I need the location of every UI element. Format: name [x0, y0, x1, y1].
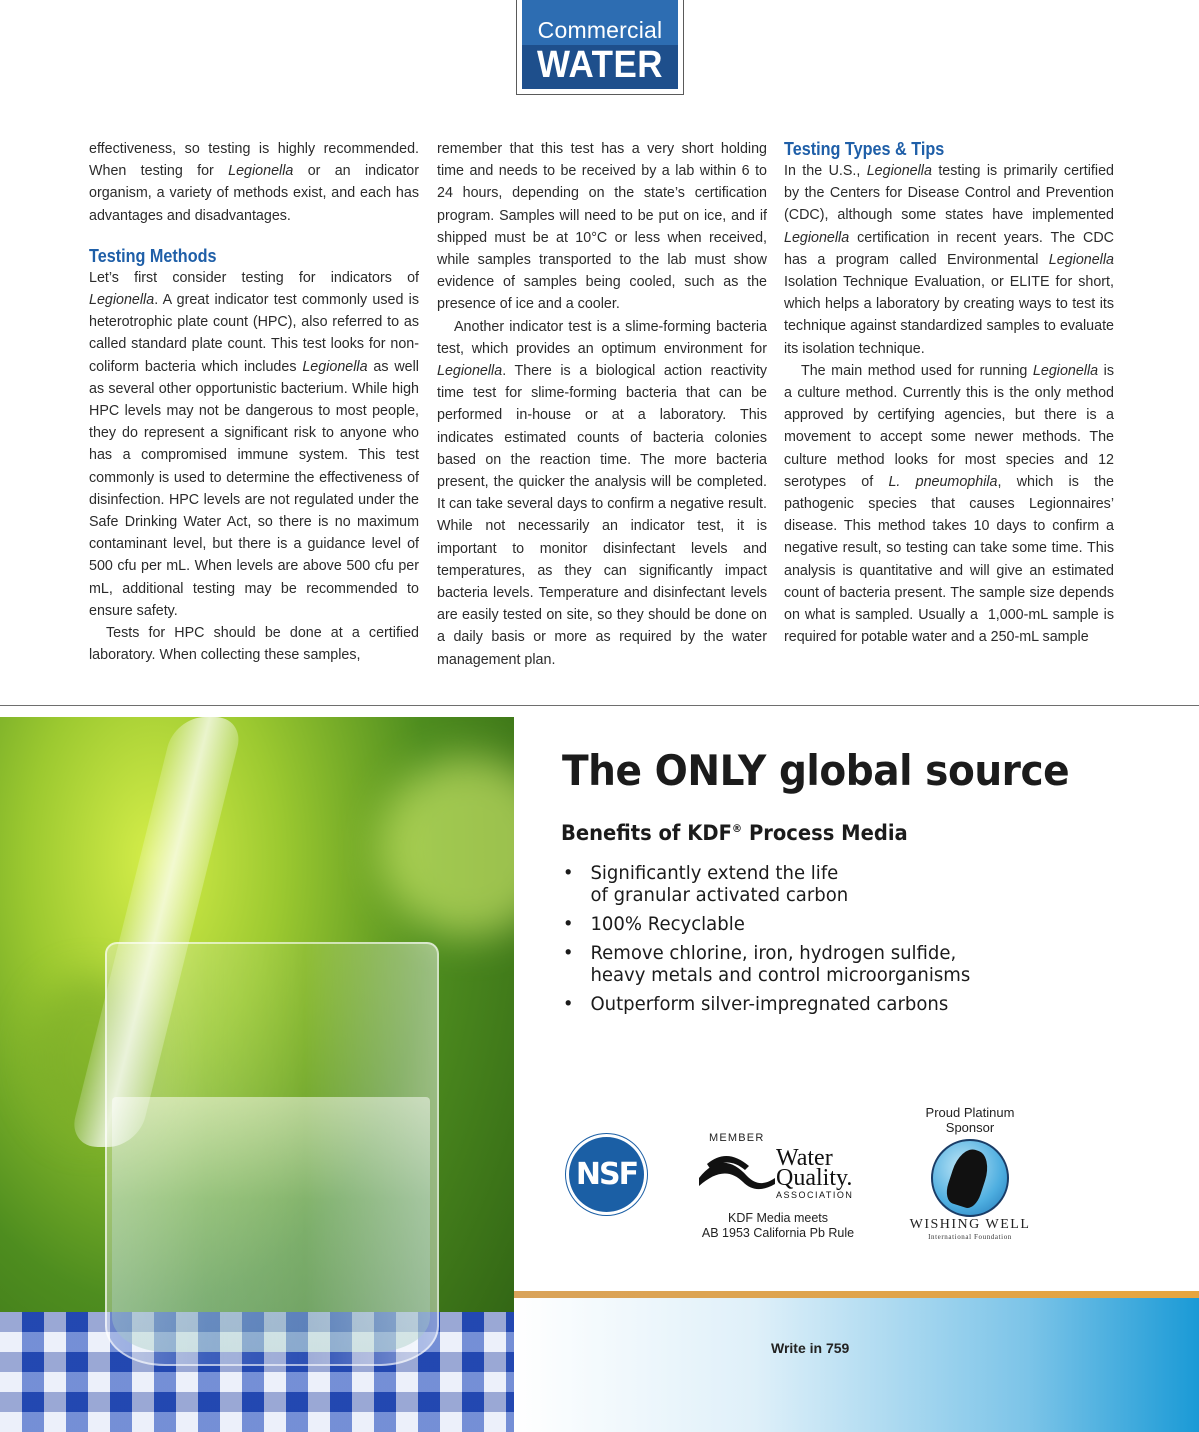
benefits-list: [561, 862, 992, 1022]
col1-paragraph-3: Tests for HPC should be done at a certified laboratory. When collecting these samples,: [89, 625, 419, 664]
col1-paragraph-1: effectiveness, so testing is highly recommended. When testing for Legionella or an indicator organism, a variety of methods exist, and each has advantages and disadvantages.: [89, 141, 419, 224]
article-column-3: [784, 138, 1114, 648]
col2-paragraph-2: Another indicator test is a slime-forming bacteria test, which provides an optimum environment for Legionella. There is a biological action reactivity time test for slime-forming bacteria that can be performed in-house or at a laboratory. This indicates estimated counts of bacteria colonies based on the reaction time. The more bacteria present, the quicker the analysis will be completed. It can take several days to confirm a negative result. While not necessarily an indicator test, it is important to monitor disinfectant levels and temperatures, as they can significantly impact bacteria levels. Temperature and disinfectant levels are easily tested on site, so they should be done on a daily basis or more as required by the water management plan.: [437, 318, 767, 668]
footer-blue-band: [514, 1298, 1199, 1432]
heading-testing-types-tips: Testing Types & Tips: [784, 139, 945, 159]
benefit-item: • Outperform silver-impregnated carbons: [562, 993, 949, 1015]
col3-paragraph-2: The main method used for running Legionella is a culture method. Currently this is the only method approved by certifying agencies, but there is a movement to accept some newer methods. The culture method looks for most species and 12 serotypes of L. pneumophila, which is the pathogenic species that causes Legionnaires’ disease. This method takes 10 days to confirm a negative result, so testing can take some time. This analysis is quantitative and will give an estimated count of bacteria present. The sample size depends on what is sampled. Usually a 1,000-mL sample is required for potable water and a 250-mL sample: [784, 362, 1114, 646]
masthead-commercial: Commercial: [537, 17, 663, 43]
wqa-wordmark: Water Quality. ASSOCIATION: [776, 1145, 854, 1200]
water-glass-photo: [0, 717, 514, 1432]
ad-headline: The ONLY global source: [562, 746, 1070, 795]
masthead-water: WATER: [537, 44, 663, 86]
benefit-item: • Remove chlorine, iron, hydrogen sulfide, heavy metals and control microorganisms: [562, 942, 971, 986]
ad-subhead: Benefits of KDF® Process Media: [561, 821, 908, 845]
wishing-well-subtitle: International Foundation: [928, 1233, 1012, 1241]
sponsor-label: Proud Platinum Sponsor: [925, 1105, 1015, 1135]
wqa-wave-icon: [697, 1148, 777, 1198]
wqa-caption: KDF Media meets AB 1953 California Pb Rule: [701, 1211, 855, 1240]
wishing-well-name: WISHING WELL: [909, 1217, 1031, 1232]
masthead-inner: [522, 0, 678, 89]
nsf-logo: NSF: [566, 1134, 647, 1215]
write-in-number: Write in 759: [771, 1340, 850, 1356]
col1-paragraph-2: Let’s first consider testing for indicators of Legionella. A great indicator test commonly used is heterotrophic plate count (HPC), also referred to as called standard plate count. This test looks for non-coliform bacteria which includes Legionella as well as several other opportunistic bacterium. While high HPC levels may not be dangerous to most people, they do represent a significant risk to anyone who has a compromised immune system. This test commonly is used to determine the effectiveness of disinfection. HPC levels are not regulated under the Safe Drinking Water Act, so there is no maximum contaminant level, but there is a guidance level of 500 cfu per mL. When levels are above 500 cfu per mL, additional testing may be recommended to ensure safety.: [89, 269, 419, 619]
page-divider: [0, 705, 1199, 706]
benefit-item: • 100% Recyclable: [562, 913, 745, 935]
benefit-item: • Significantly extend the life of granular activated carbon: [562, 862, 849, 906]
masthead-badge: [516, 0, 684, 95]
col2-paragraph-1: remember that this test has a very short holding time and needs to be received by a lab within 6 to 24 hours, depending on the state’s certification program. Samples will need to be put on ice, and if shipped must be at 10°C or less when received, while samples transported to the lab must show evidence of samples being cooled, such as the presence of ice and a cooler.: [437, 141, 767, 313]
wqa-member-label: MEMBER: [709, 1132, 765, 1144]
heading-testing-methods: Testing Methods: [89, 245, 217, 266]
article-column-2: [437, 138, 767, 671]
footer-orange-band: [514, 1291, 1199, 1298]
col3-paragraph-1: In the U.S., Legionella testing is primarily certified by the Centers for Disease Control and Prevention (CDC), although some states have implemented Legionella certification in recent years. The CDC has a program called Environmental Legionella Isolation Technique Evaluation, or ELITE for short, which helps a laboratory by creating ways to test its technique against standardized samples to evaluate its isolation technique.: [784, 163, 1114, 357]
wishing-well-emblem-icon: [931, 1139, 1009, 1217]
water-shape: [112, 1097, 430, 1352]
article-column-1: [89, 138, 419, 666]
